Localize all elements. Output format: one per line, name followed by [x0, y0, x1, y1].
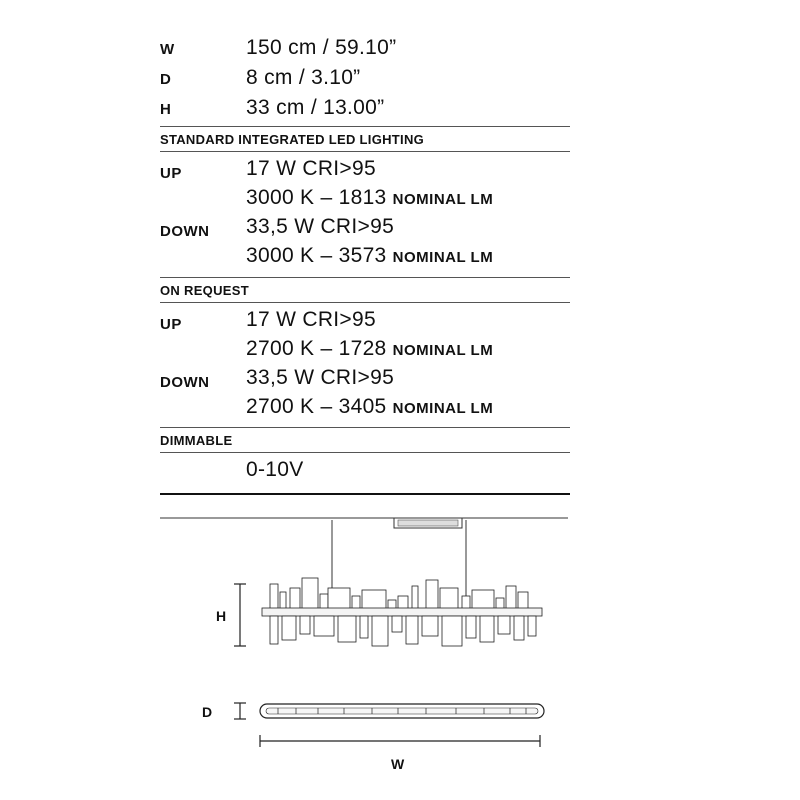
unit-label: NOMINAL LM [392, 342, 494, 359]
standard-down-line1: 33,5 W CRI>95 [246, 215, 395, 238]
dim-value-w: 150 cm / 59.10” [246, 36, 397, 59]
section-title-on-request: ON REQUEST [160, 283, 249, 298]
section-title-standard: STANDARD INTEGRATED LED LIGHTING [160, 132, 425, 147]
depth-dimension-marker [234, 703, 246, 719]
on-request-down-line2: 2700 K – 3405 NOMINAL LM [246, 395, 494, 418]
width-dimension-marker [260, 735, 540, 747]
dim-value-d: 8 cm / 3.10” [246, 66, 361, 89]
standard-up-label: UP [160, 165, 182, 182]
dim-label-h: H [160, 101, 172, 118]
standard-up-line1: 17 W CRI>95 [246, 157, 376, 180]
on-request-up-line1: 17 W CRI>95 [246, 308, 376, 331]
drawing-label-w: W [391, 756, 405, 772]
dimmable-value: 0-10V [246, 458, 304, 481]
height-dimension-marker [234, 584, 246, 646]
fixture-front-view [262, 578, 542, 646]
dim-value-h: 33 cm / 13.00” [246, 96, 385, 119]
unit-label: NOMINAL LM [392, 249, 494, 266]
unit-label: NOMINAL LM [392, 400, 494, 417]
drawing-label-d: D [202, 704, 213, 720]
dim-label-w: W [160, 41, 175, 58]
standard-down-line2: 3000 K – 3573 NOMINAL LM [246, 244, 494, 267]
standard-up-line2: 3000 K – 1813 NOMINAL LM [246, 186, 494, 209]
dim-label-d: D [160, 71, 172, 88]
drawing-label-h: H [216, 608, 227, 624]
standard-down-label: DOWN [160, 223, 210, 240]
unit-label: NOMINAL LM [392, 191, 494, 208]
on-request-down-line1: 33,5 W CRI>95 [246, 366, 395, 389]
on-request-up-label: UP [160, 316, 182, 333]
fixture-top-view [260, 704, 544, 718]
section-title-dimmable: DIMMABLE [160, 433, 233, 448]
on-request-up-line2: 2700 K – 1728 NOMINAL LM [246, 337, 494, 360]
on-request-down-label: DOWN [160, 374, 210, 391]
